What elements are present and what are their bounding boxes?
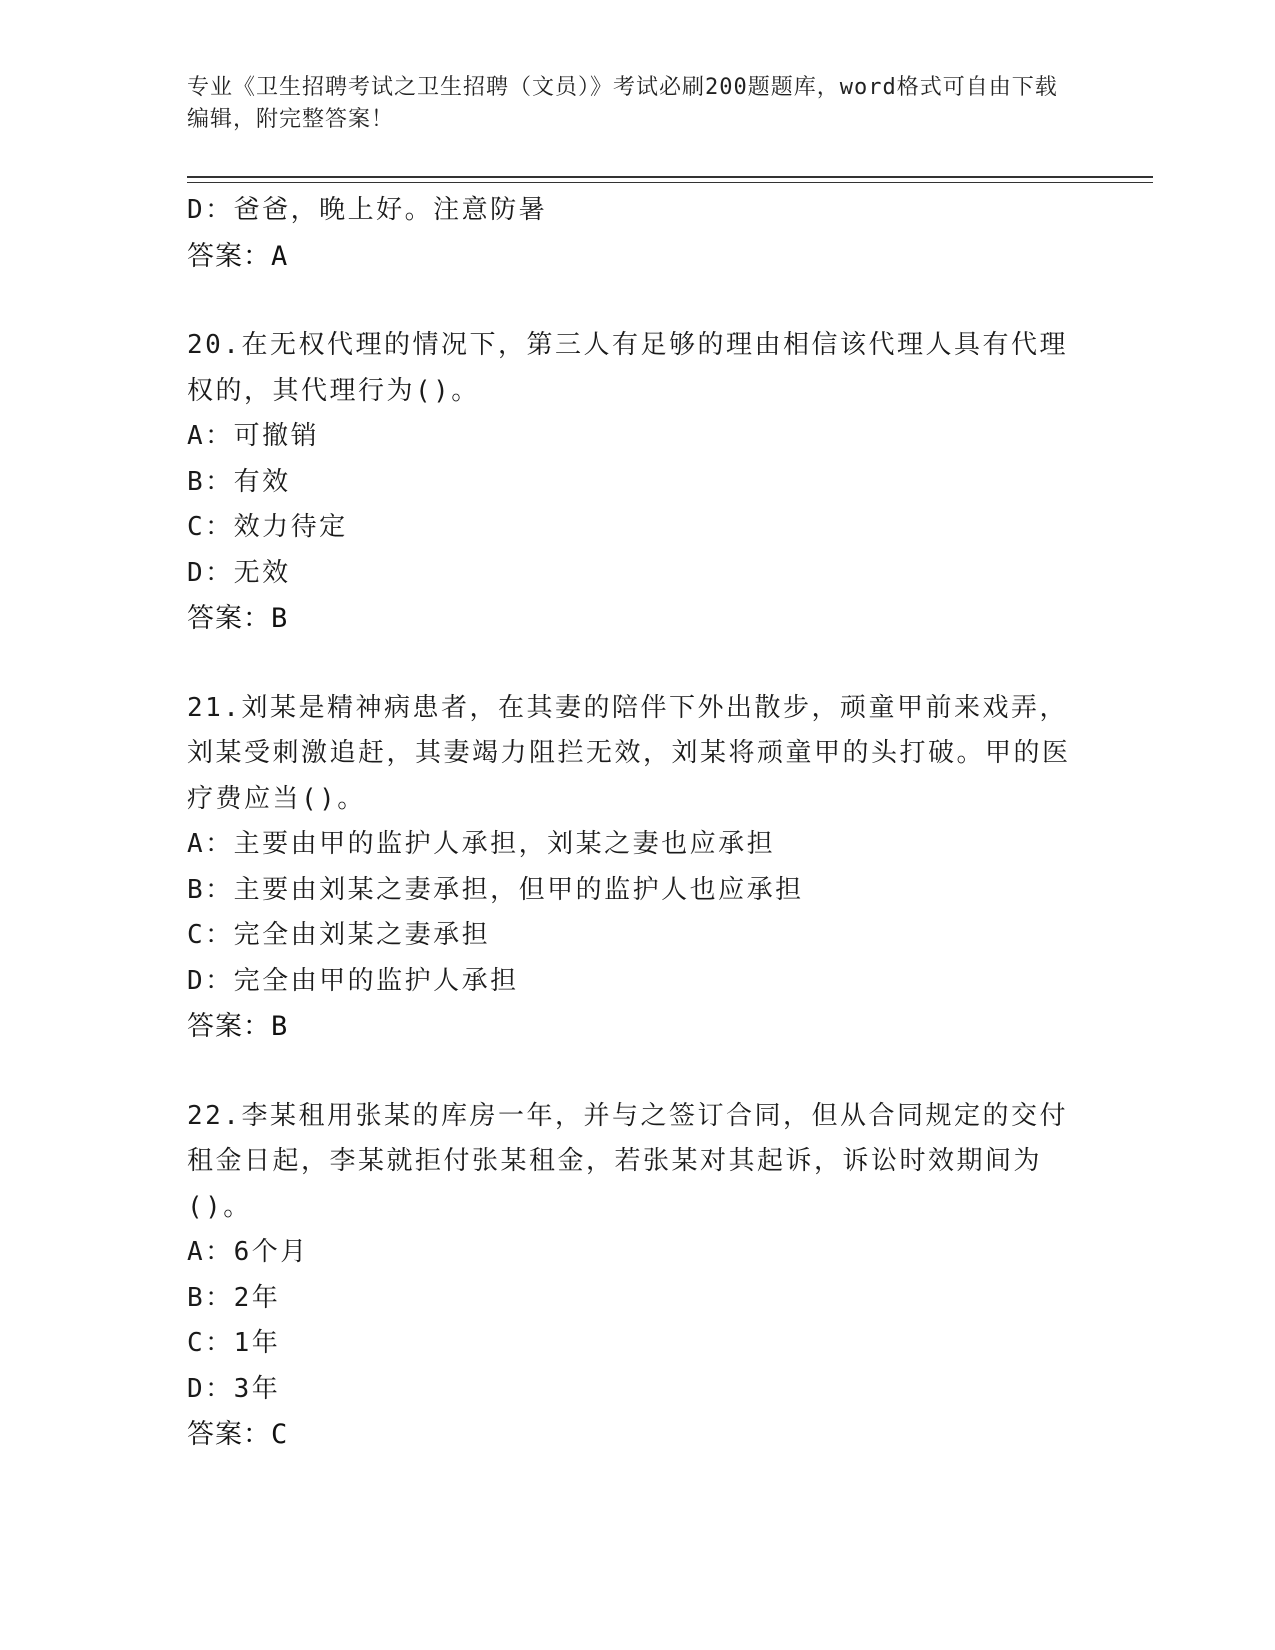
option-d: D：完全由甲的监护人承担 <box>187 965 519 996</box>
option-d: D：3年 <box>187 1373 281 1404</box>
option-a: A：主要由甲的监护人承担，刘某之妻也应承担 <box>187 829 776 859</box>
question-text: 22.李某租用张某的库房一年，并与之签订合同，但从合同规定的交付租金日起，李某就拒付张某租金，若张某对其起诉，诉讼时效期间为()。 <box>187 1100 1068 1222</box>
option-a: A：6个月 <box>187 1237 309 1267</box>
header-divider-thick <box>187 176 1153 178</box>
answer: 答案：C <box>187 1419 289 1450</box>
document-header: 专业《卫生招聘考试之卫生招聘（文员）》考试必刷200题题库，word格式可自由下载编辑，附完整答案！ <box>187 75 1058 132</box>
option-b: B：主要由刘某之妻承担，但甲的监护人也应承担 <box>187 874 804 905</box>
option-a: A：可撤销 <box>187 421 320 451</box>
option-c: C：完全由刘某之妻承担 <box>187 920 491 950</box>
question-text: 21.刘某是精神病患者，在其妻的陪伴下外出散步，顽童甲前来戏弄，刘某受刺激追赶，其妻竭力阻拦无效，刘某将顽童甲的头打破。甲的医疗费应当()。 <box>187 692 1071 814</box>
document-body <box>187 188 1087 1458</box>
option-b: B：2年 <box>187 1282 281 1313</box>
question-21 <box>187 686 1087 1050</box>
prev-option-d: D：爸爸，晚上好。注意防暑 <box>187 195 548 225</box>
answer: 答案：B <box>187 603 289 634</box>
question-text: 20.在无权代理的情况下，第三人有足够的理由相信该代理人具有代理权的，其代理行为()。 <box>187 330 1068 406</box>
option-c: C：1年 <box>187 1328 281 1358</box>
question-20 <box>187 323 1087 642</box>
option-d: D：无效 <box>187 557 291 588</box>
option-c: C：效力待定 <box>187 512 348 542</box>
prev-answer: 答案：A <box>187 240 289 272</box>
header-divider-thin <box>187 182 1153 183</box>
question-22 <box>187 1094 1087 1458</box>
option-b: B：有效 <box>187 466 291 497</box>
answer: 答案：B <box>187 1011 289 1042</box>
